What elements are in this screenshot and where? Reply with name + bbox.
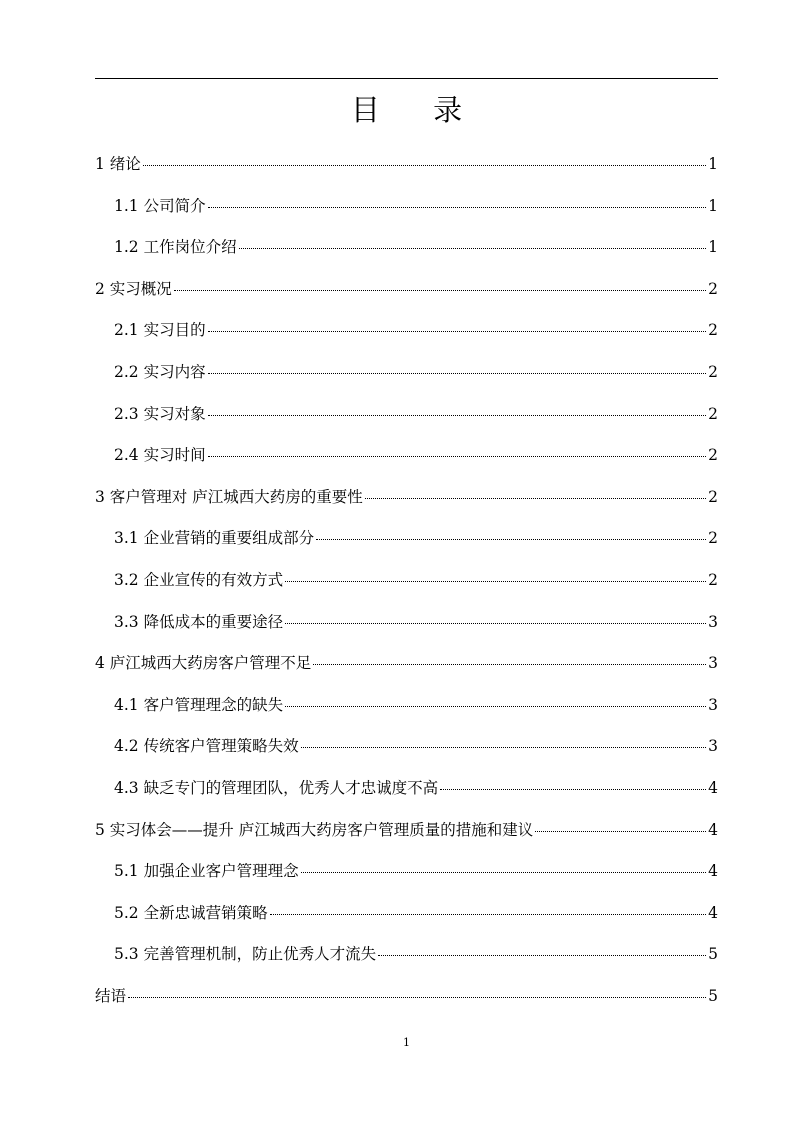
toc-entry-page: 5 (708, 945, 718, 964)
dot-leader (208, 331, 707, 332)
toc-entry[interactable] (95, 897, 718, 939)
toc-entry[interactable] (95, 980, 718, 1022)
toc-entry-page: 2 (708, 487, 718, 506)
dot-leader (128, 997, 706, 998)
toc-entry-page: 2 (708, 446, 718, 465)
toc-entry[interactable] (95, 606, 718, 648)
toc-entry[interactable] (95, 689, 718, 731)
toc-entry-label: 2.3 实习对象 (114, 404, 206, 423)
dot-leader (174, 290, 706, 291)
toc-entry[interactable] (95, 398, 718, 440)
toc-entry-page: 3 (708, 695, 718, 714)
toc-entry-label: 4.1 客户管理理念的缺失 (114, 695, 284, 714)
toc-entry-page: 2 (708, 570, 718, 589)
dot-leader (378, 955, 706, 956)
toc-entry-label: 1 绪论 (95, 155, 141, 173)
toc-entry-page: 4 (708, 903, 718, 922)
table-of-contents (95, 148, 718, 1021)
toc-entry-label: 2.4 实习时间 (114, 446, 206, 465)
dot-leader (285, 706, 706, 707)
header-rule (95, 78, 718, 79)
toc-entry-page: 1 (708, 196, 718, 215)
toc-entry-label: 3.1 企业营销的重要组成部分 (114, 529, 315, 548)
dot-leader (270, 914, 707, 915)
toc-entry-page: 5 (708, 986, 718, 1005)
toc-entry[interactable] (95, 814, 718, 856)
dot-leader (239, 248, 707, 249)
toc-entry[interactable] (95, 273, 718, 315)
toc-entry[interactable] (95, 356, 718, 398)
toc-entry-page: 2 (708, 362, 718, 381)
toc-entry-label: 5.2 全新忠诚营销策略 (114, 903, 268, 922)
toc-entry-label: 2.2 实习内容 (114, 362, 206, 381)
toc-entry[interactable] (95, 314, 718, 356)
dot-leader (316, 539, 706, 540)
toc-entry-label: 4 庐江城西大药房客户管理不足 (95, 654, 312, 673)
toc-entry-label: 2 实习概况 (95, 279, 172, 298)
toc-entry-label: 2.1 实习目的 (114, 321, 206, 340)
toc-entry-label: 5.3 完善管理机制，防止优秀人才流失 (114, 945, 377, 964)
toc-entry[interactable] (95, 190, 718, 232)
page-number: 1 (403, 1036, 410, 1049)
toc-entry[interactable] (95, 855, 718, 897)
toc-entry-label: 3.2 企业宣传的有效方式 (114, 570, 284, 589)
toc-entry-label: 5.1 加强企业客户管理理念 (114, 862, 299, 881)
toc-entry[interactable] (95, 564, 718, 606)
dot-leader (301, 872, 707, 873)
toc-entry[interactable] (95, 148, 718, 190)
toc-entry[interactable] (95, 522, 718, 564)
dot-leader (301, 747, 707, 748)
dot-leader (313, 664, 706, 665)
toc-entry-label: 结语 (95, 986, 127, 1005)
toc-entry-page: 3 (708, 612, 718, 631)
toc-entry[interactable] (95, 730, 718, 772)
toc-entry-page: 3 (708, 737, 718, 756)
toc-entry[interactable] (95, 772, 718, 814)
toc-entry[interactable] (95, 938, 718, 980)
toc-entry-page: 2 (708, 321, 718, 340)
toc-entry-label: 4.3 缺乏专门的管理团队，优秀人才忠诚度不高 (114, 778, 439, 797)
dot-leader (285, 581, 706, 582)
toc-entry-label: 5 实习体会——提升 庐江城西大药房客户管理质量的措施和建议 (95, 820, 534, 839)
dot-leader (208, 415, 707, 416)
toc-entry[interactable] (95, 231, 718, 273)
toc-entry[interactable] (95, 439, 718, 481)
dot-leader (365, 498, 706, 499)
toc-entry-page: 2 (708, 529, 718, 548)
toc-entry[interactable] (95, 647, 718, 689)
toc-entry-page: 4 (708, 862, 718, 881)
toc-entry-page: 3 (708, 654, 718, 673)
toc-entry-page: 1 (708, 155, 718, 173)
dot-leader (208, 456, 707, 457)
dot-leader (285, 623, 706, 624)
toc-entry[interactable] (95, 481, 718, 523)
toc-entry-label: 3.3 降低成本的重要途径 (114, 612, 284, 631)
toc-entry-page: 2 (708, 279, 718, 298)
toc-entry-label: 4.2 传统客户管理策略失效 (114, 737, 299, 756)
dot-leader (208, 207, 707, 208)
toc-entry-page: 4 (708, 778, 718, 797)
dot-leader (143, 165, 706, 166)
toc-entry-label: 1.1 公司简介 (114, 196, 206, 215)
toc-entry-label: 3 客户管理对 庐江城西大药房的重要性 (95, 487, 363, 506)
toc-entry-page: 4 (708, 820, 718, 839)
toc-entry-label: 1.2 工作岗位介绍 (114, 238, 237, 257)
toc-entry-page: 2 (708, 404, 718, 423)
toc-entry-page: 1 (708, 238, 718, 257)
dot-leader (208, 373, 707, 374)
dot-leader (535, 831, 706, 832)
page-title: 目 录 (350, 93, 485, 127)
dot-leader (440, 789, 706, 790)
